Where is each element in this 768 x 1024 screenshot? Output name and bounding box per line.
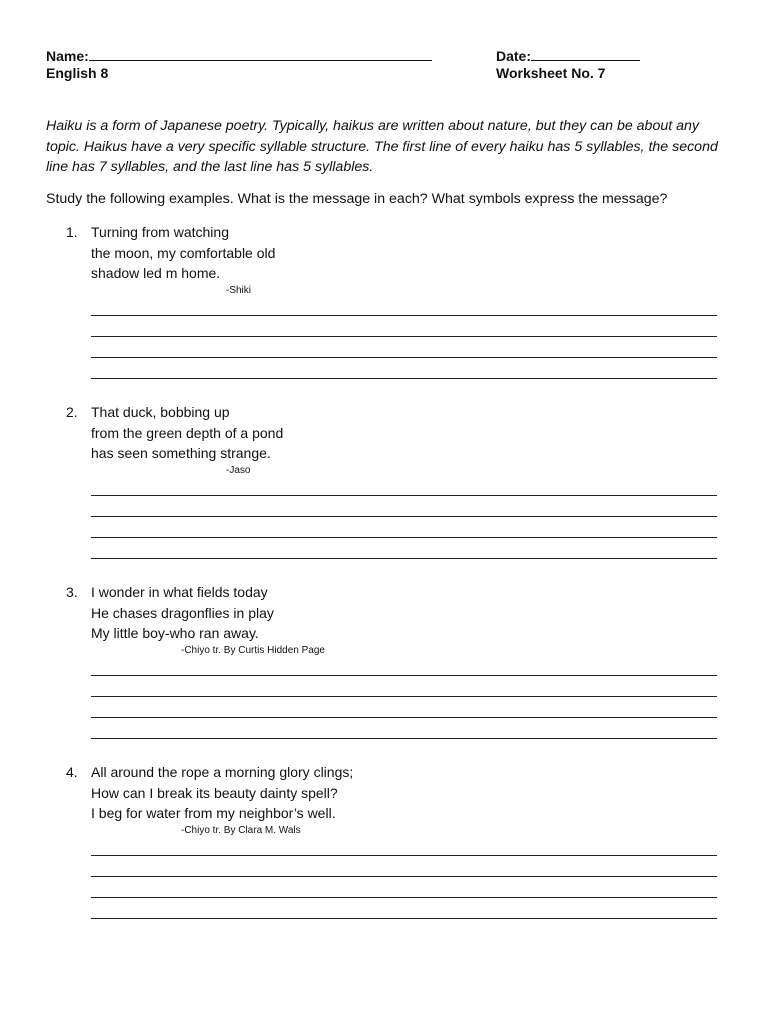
name-label: Name: <box>46 48 89 64</box>
answer-line[interactable] <box>91 495 717 496</box>
haiku-poem <box>91 582 274 644</box>
poem-line: from the green depth of a pond <box>91 424 284 441</box>
attribution: -Chiyo tr. By Clara M. Wals <box>181 825 301 836</box>
poem-line: That duck, bobbing up <box>91 404 230 420</box>
poem-line: He chases dragonflies in play <box>91 604 274 621</box>
date-blank-line[interactable] <box>531 48 640 61</box>
answer-line[interactable] <box>91 918 717 919</box>
item-number: 2. <box>66 404 78 420</box>
answer-line[interactable] <box>91 717 717 718</box>
instructions: Study the following examples. What is the message in each? What symbols express the message? <box>46 191 668 207</box>
item-number: 3. <box>66 584 78 600</box>
answer-line[interactable] <box>91 738 717 739</box>
answer-line[interactable] <box>91 315 717 316</box>
attribution: -Shiki <box>226 285 252 296</box>
intro-paragraph: Haiku is a form of Japanese poetry. Typically, haikus are written about nature, but they can be about any topic. Haikus have a very specific syllable structure. The first line of every haiku has 5 syllables, the second line has 7 syllables, and the last line has 5 syllables. <box>46 118 718 175</box>
attribution: -Chiyo tr. By Curtis Hidden Page <box>181 645 325 656</box>
poem-line: All around the rope a morning glory clings; <box>91 764 354 780</box>
date-label: Date: <box>496 48 532 64</box>
class-label: English 8 <box>46 65 109 81</box>
poem-line: Turning from watching <box>91 224 229 240</box>
haiku-poem <box>91 762 353 824</box>
poem-line: I beg for water from my neighbor’s well. <box>91 805 336 821</box>
poem-line: has seen something strange. <box>91 445 271 461</box>
answer-line[interactable] <box>91 876 717 877</box>
poem-line: shadow led m home. <box>91 265 221 281</box>
answer-line[interactable] <box>91 675 717 676</box>
answer-line[interactable] <box>91 897 717 898</box>
answer-line[interactable] <box>91 696 717 697</box>
answer-line[interactable] <box>91 537 717 538</box>
worksheet-label: Worksheet No. 7 <box>496 65 606 81</box>
haiku-poem <box>91 402 283 464</box>
attribution: -Jaso <box>226 465 251 476</box>
poem-line: My little boy-who ran away. <box>91 625 259 641</box>
answer-line[interactable] <box>91 855 717 856</box>
item-number: 4. <box>66 764 78 780</box>
date-field[interactable] <box>496 48 640 64</box>
poem-line: How can I break its beauty dainty spell? <box>91 784 338 801</box>
haiku-poem <box>91 222 275 284</box>
answer-line[interactable] <box>91 336 717 337</box>
name-field[interactable] <box>46 48 432 64</box>
answer-line[interactable] <box>91 516 717 517</box>
answer-line[interactable] <box>91 357 717 358</box>
item-number: 1. <box>66 224 78 240</box>
poem-line: I wonder in what fields today <box>91 584 268 600</box>
answer-line[interactable] <box>91 378 717 379</box>
poem-line: the moon, my comfortable old <box>91 244 276 261</box>
name-blank-line[interactable] <box>89 48 432 61</box>
answer-line[interactable] <box>91 558 717 559</box>
